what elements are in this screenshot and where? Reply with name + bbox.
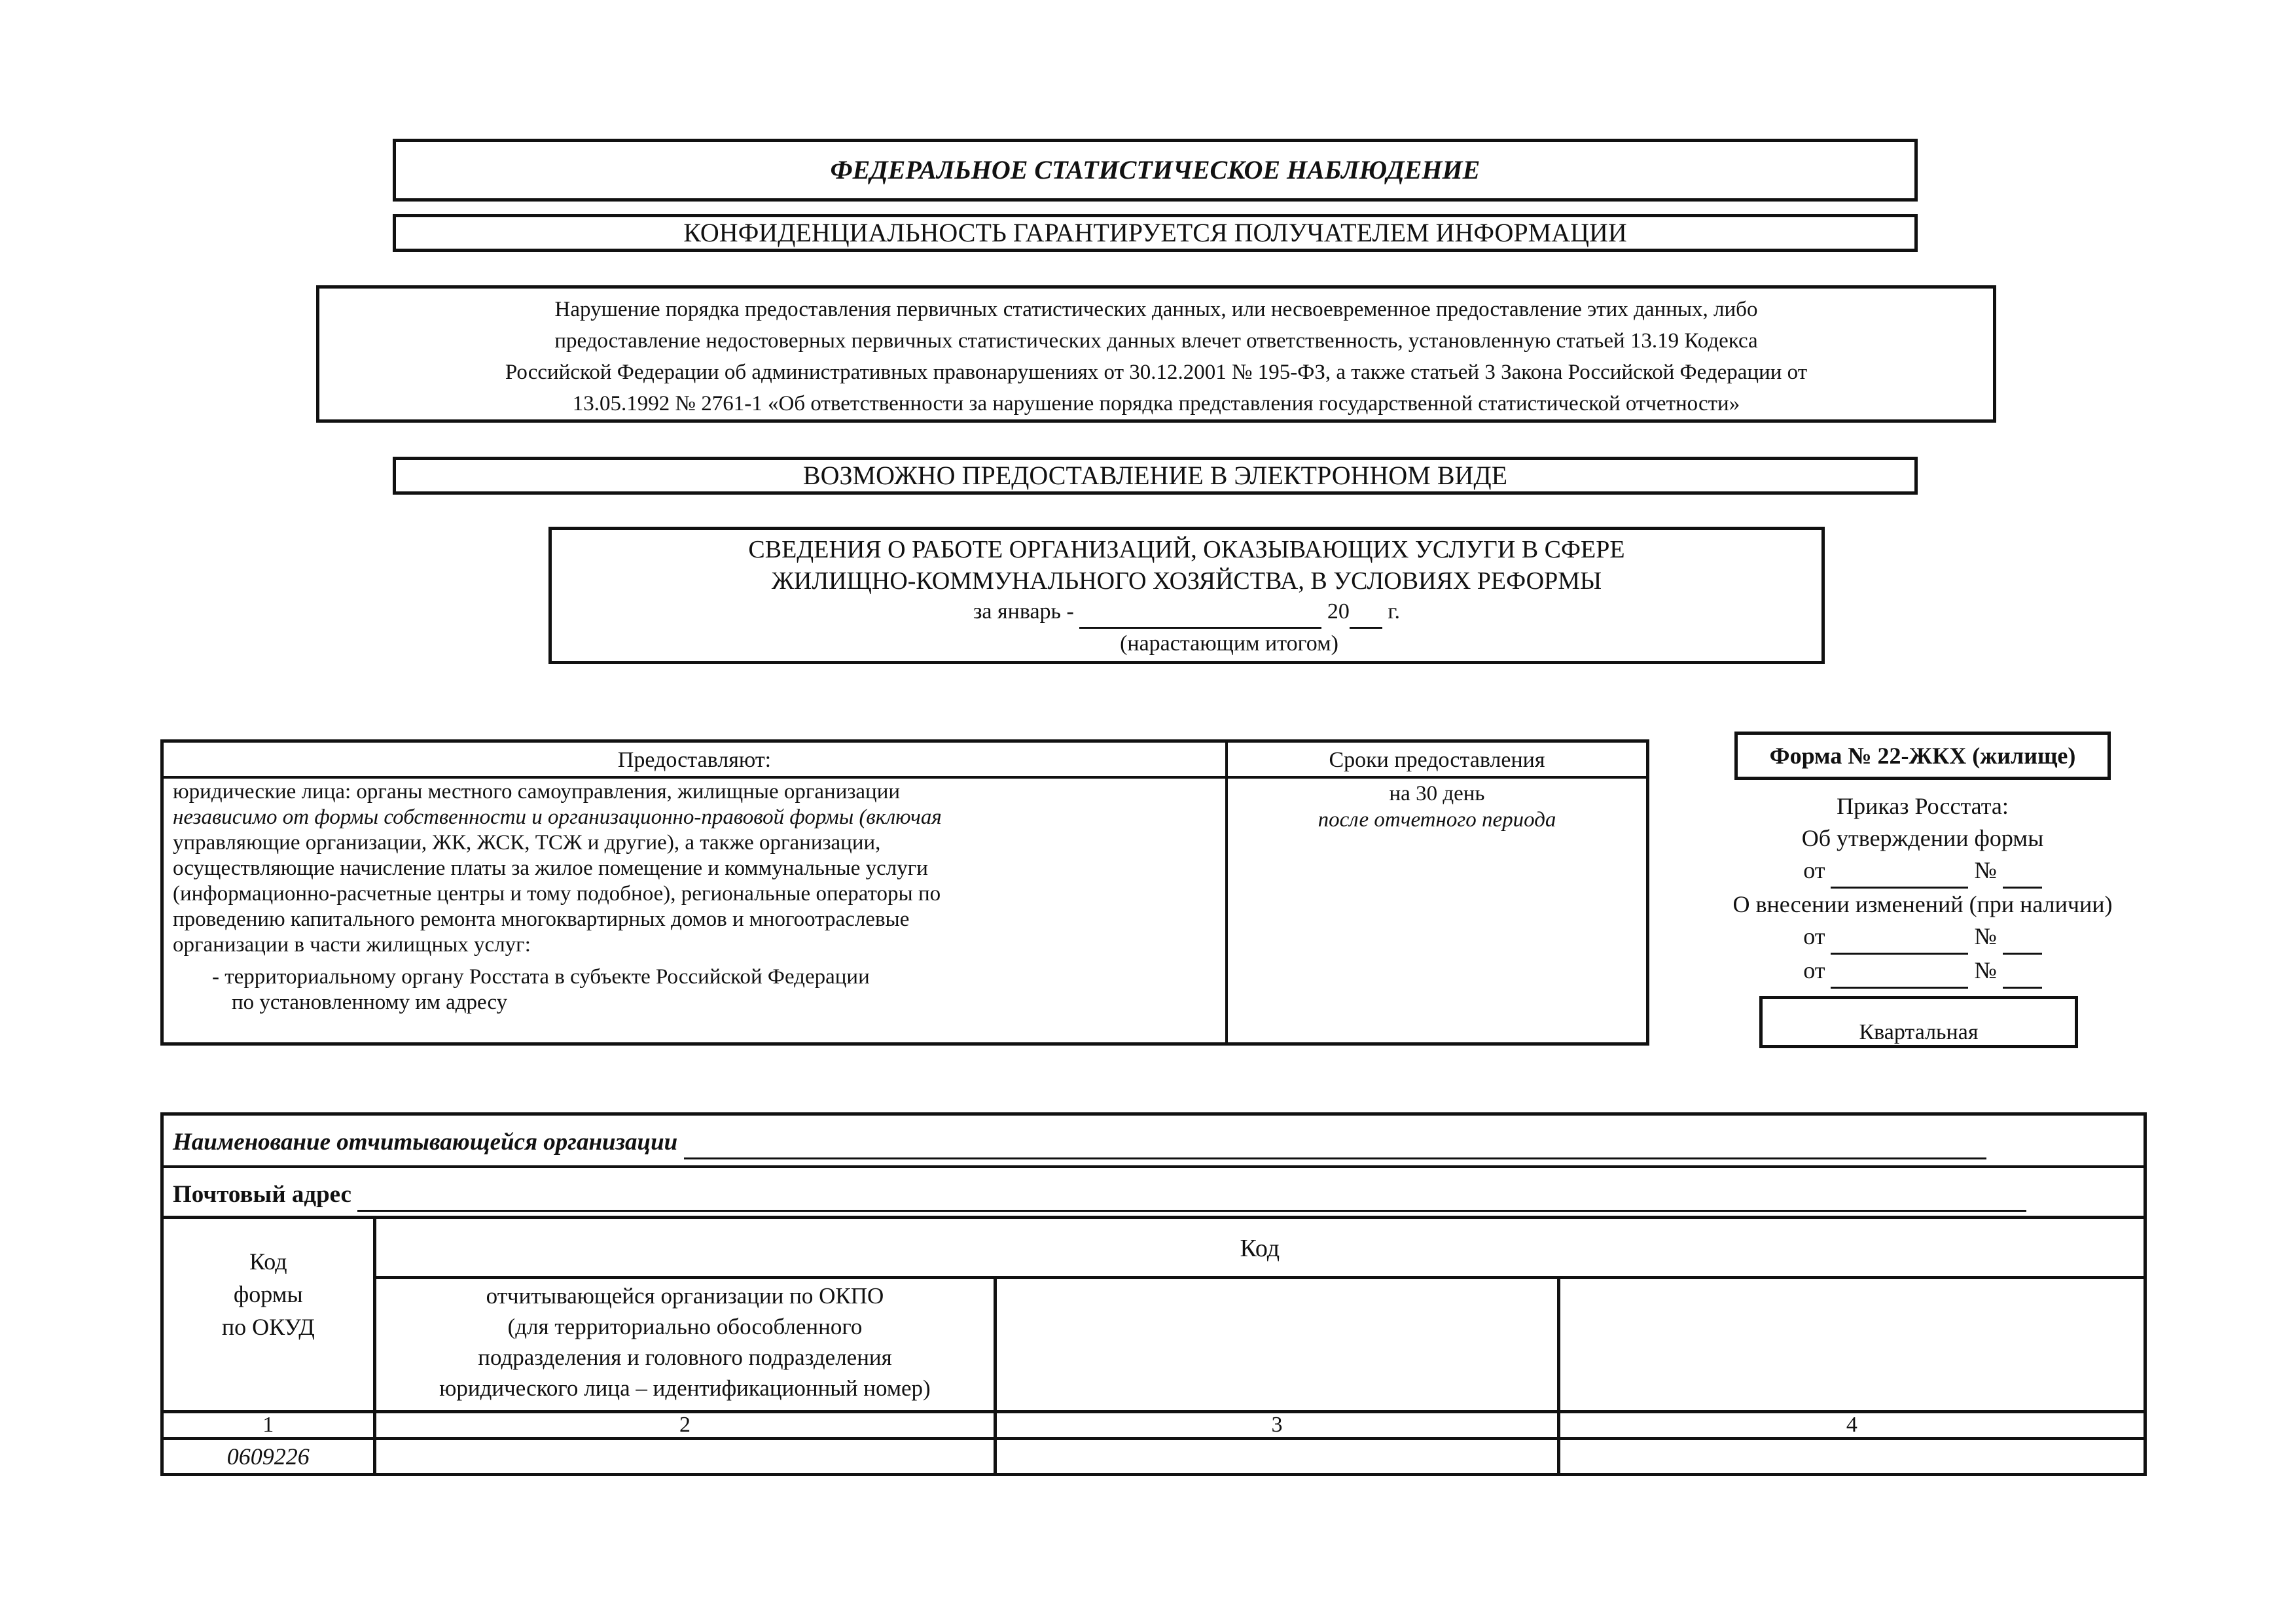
report-period — [552, 597, 1821, 629]
providers-line: управляющие организации, ЖК, ЖСК, ТСЖ и другие), а также организации, — [173, 831, 881, 855]
providers-table — [160, 739, 1649, 1046]
change-date-field-1[interactable] — [1831, 921, 1968, 955]
deadline-header: Сроки предоставления — [1329, 748, 1545, 772]
providers-line: независимо от формы собственности и организационно-правовой формы (включая — [173, 805, 942, 829]
period-year-field[interactable] — [1350, 597, 1382, 629]
org-name-row — [173, 1127, 2136, 1159]
confidentiality-box — [393, 214, 1918, 252]
address-row — [173, 1180, 2136, 1212]
periodicity-box — [1759, 996, 2078, 1048]
okpo-header-cell: отчитывающейся организации по ОКПО (для территориально обособленного подразделения и головного подразделения юридического лица – идентификационный номер) — [374, 1278, 996, 1412]
okud-header-cell: Код формы по ОКУД — [162, 1218, 375, 1412]
legal-warning-box — [316, 285, 1996, 423]
code-col4-value-cell[interactable] — [1558, 1439, 2145, 1475]
codes-table — [160, 1216, 2147, 1476]
electronic-submission-box — [393, 457, 1918, 495]
form-approval-block — [1682, 790, 2163, 989]
col-number-4: 4 — [1558, 1412, 2145, 1439]
legal-warning-line: Российской Федерации об административных правонарушениях от 30.12.2001 № 195-ФЗ, а также статьей 3 Закона Российской Федерации от — [505, 361, 1808, 384]
providers-text — [173, 779, 1220, 1015]
federal-observation-box — [393, 139, 1918, 202]
change-number-field-2[interactable] — [2003, 955, 2042, 989]
providers-line: организации в части жилищных услуг: — [173, 933, 531, 957]
electronic-submission-text: ВОЗМОЖНО ПРЕДОСТАВЛЕНИЕ В ЭЛЕКТРОННОМ ВИДЕ — [802, 461, 1508, 490]
okpo-value-cell[interactable] — [374, 1439, 996, 1475]
approval-date-row: от № — [1682, 855, 2163, 889]
col-number-2: 2 — [374, 1412, 996, 1439]
providers-line: проведению капитального ремонта многоквартирных домов и многоотраслевые — [173, 908, 910, 931]
cumulative-note: (нарастающим итогом) — [1120, 631, 1338, 656]
org-info-box — [160, 1112, 2147, 1219]
report-title-box — [548, 527, 1825, 664]
approval-label: Об утверждении формы — [1801, 825, 2044, 851]
approval-number-field[interactable] — [2003, 855, 2042, 889]
org-name-label: Наименование отчитывающейся организации — [173, 1129, 678, 1156]
change-date-row-2: от № — [1682, 955, 2163, 989]
org-row-divider — [164, 1165, 2144, 1168]
federal-observation-title: ФЕДЕРАЛЬНОЕ СТАТИСТИЧЕСКОЕ НАБЛЮДЕНИЕ — [830, 155, 1480, 185]
confidentiality-text: КОНФИДЕНЦИАЛЬНОСТЬ ГАРАНТИРУЕТСЯ ПОЛУЧАТЕЛЕМ ИНФОРМАЦИИ — [683, 218, 1627, 247]
okud-value-cell: 0609226 — [162, 1439, 375, 1475]
providers-line: (информационно-расчетные центры и тому подобное), региональные операторы по — [173, 882, 941, 906]
periodicity: Квартальная — [1859, 1020, 1979, 1044]
period-month-field[interactable] — [1079, 597, 1321, 629]
address-field[interactable] — [357, 1180, 2026, 1212]
form-number-box — [1734, 732, 2111, 780]
code-col3-value-cell[interactable] — [996, 1439, 1558, 1475]
period-year-prefix: 20 — [1327, 599, 1350, 624]
form-number: Форма № 22-ЖКХ (жилище) — [1769, 743, 2076, 769]
providers-line: осуществляющие начисление платы за жилое помещение и коммунальные услуги — [173, 856, 928, 880]
col-number-1: 1 — [162, 1412, 375, 1439]
approval-date-field[interactable] — [1831, 855, 1968, 889]
period-prefix: за январь - — [973, 599, 1074, 624]
changes-label: О внесении изменений (при наличии) — [1732, 891, 2113, 917]
change-number-field-1[interactable] — [2003, 921, 2042, 955]
report-title-line2: ЖИЛИЩНО-КОММУНАЛЬНОГО ХОЗЯЙСТВА, В УСЛОВИЯХ РЕФОРМЫ — [771, 567, 1602, 595]
providers-line: юридические лица: органы местного самоуправления, жилищные организации — [173, 780, 901, 803]
code-col3-header-cell — [996, 1278, 1558, 1412]
change-date-row-1: от № — [1682, 921, 2163, 955]
change-date-field-2[interactable] — [1831, 955, 1968, 989]
address-label: Почтовый адрес — [173, 1181, 351, 1208]
code-col4-header-cell — [1558, 1278, 2145, 1412]
legal-warning-line: предоставление недостоверных первичных статистических данных влечет ответственность, установленную статьей 13.19 Кодекса — [554, 329, 1758, 353]
org-name-field[interactable] — [684, 1127, 1986, 1159]
legal-warning-line: Нарушение порядка предоставления первичных статистических данных, или несвоевременное предоставление этих данных, либо — [554, 298, 1758, 321]
providers-header: Предоставляют: — [617, 748, 772, 772]
providers-bullet-line1: - территориальному органу Росстата в субъекте Российской Федерации — [212, 965, 870, 989]
legal-warning-line: 13.05.1992 № 2761-1 «Об ответственности за нарушение порядка представления государственной статистической отчетности» — [572, 392, 1740, 415]
report-title-line1: СВЕДЕНИЯ О РАБОТЕ ОРГАНИЗАЦИЙ, ОКАЗЫВАЮЩИХ УСЛУГИ В СФЕРЕ — [748, 536, 1625, 563]
providers-bullet-line2: по установленному им адресу — [232, 991, 508, 1014]
col-number-3: 3 — [996, 1412, 1558, 1439]
deadline-line2: после отчетного периода — [1318, 808, 1556, 832]
deadline-text — [1228, 781, 1646, 833]
order-label: Приказ Росстата: — [1837, 793, 2009, 819]
deadline-line1: на 30 день — [1389, 782, 1485, 805]
period-suffix: г. — [1388, 599, 1400, 624]
providers-header-divider — [164, 776, 1646, 779]
code-header-cell: Код — [374, 1218, 2145, 1278]
